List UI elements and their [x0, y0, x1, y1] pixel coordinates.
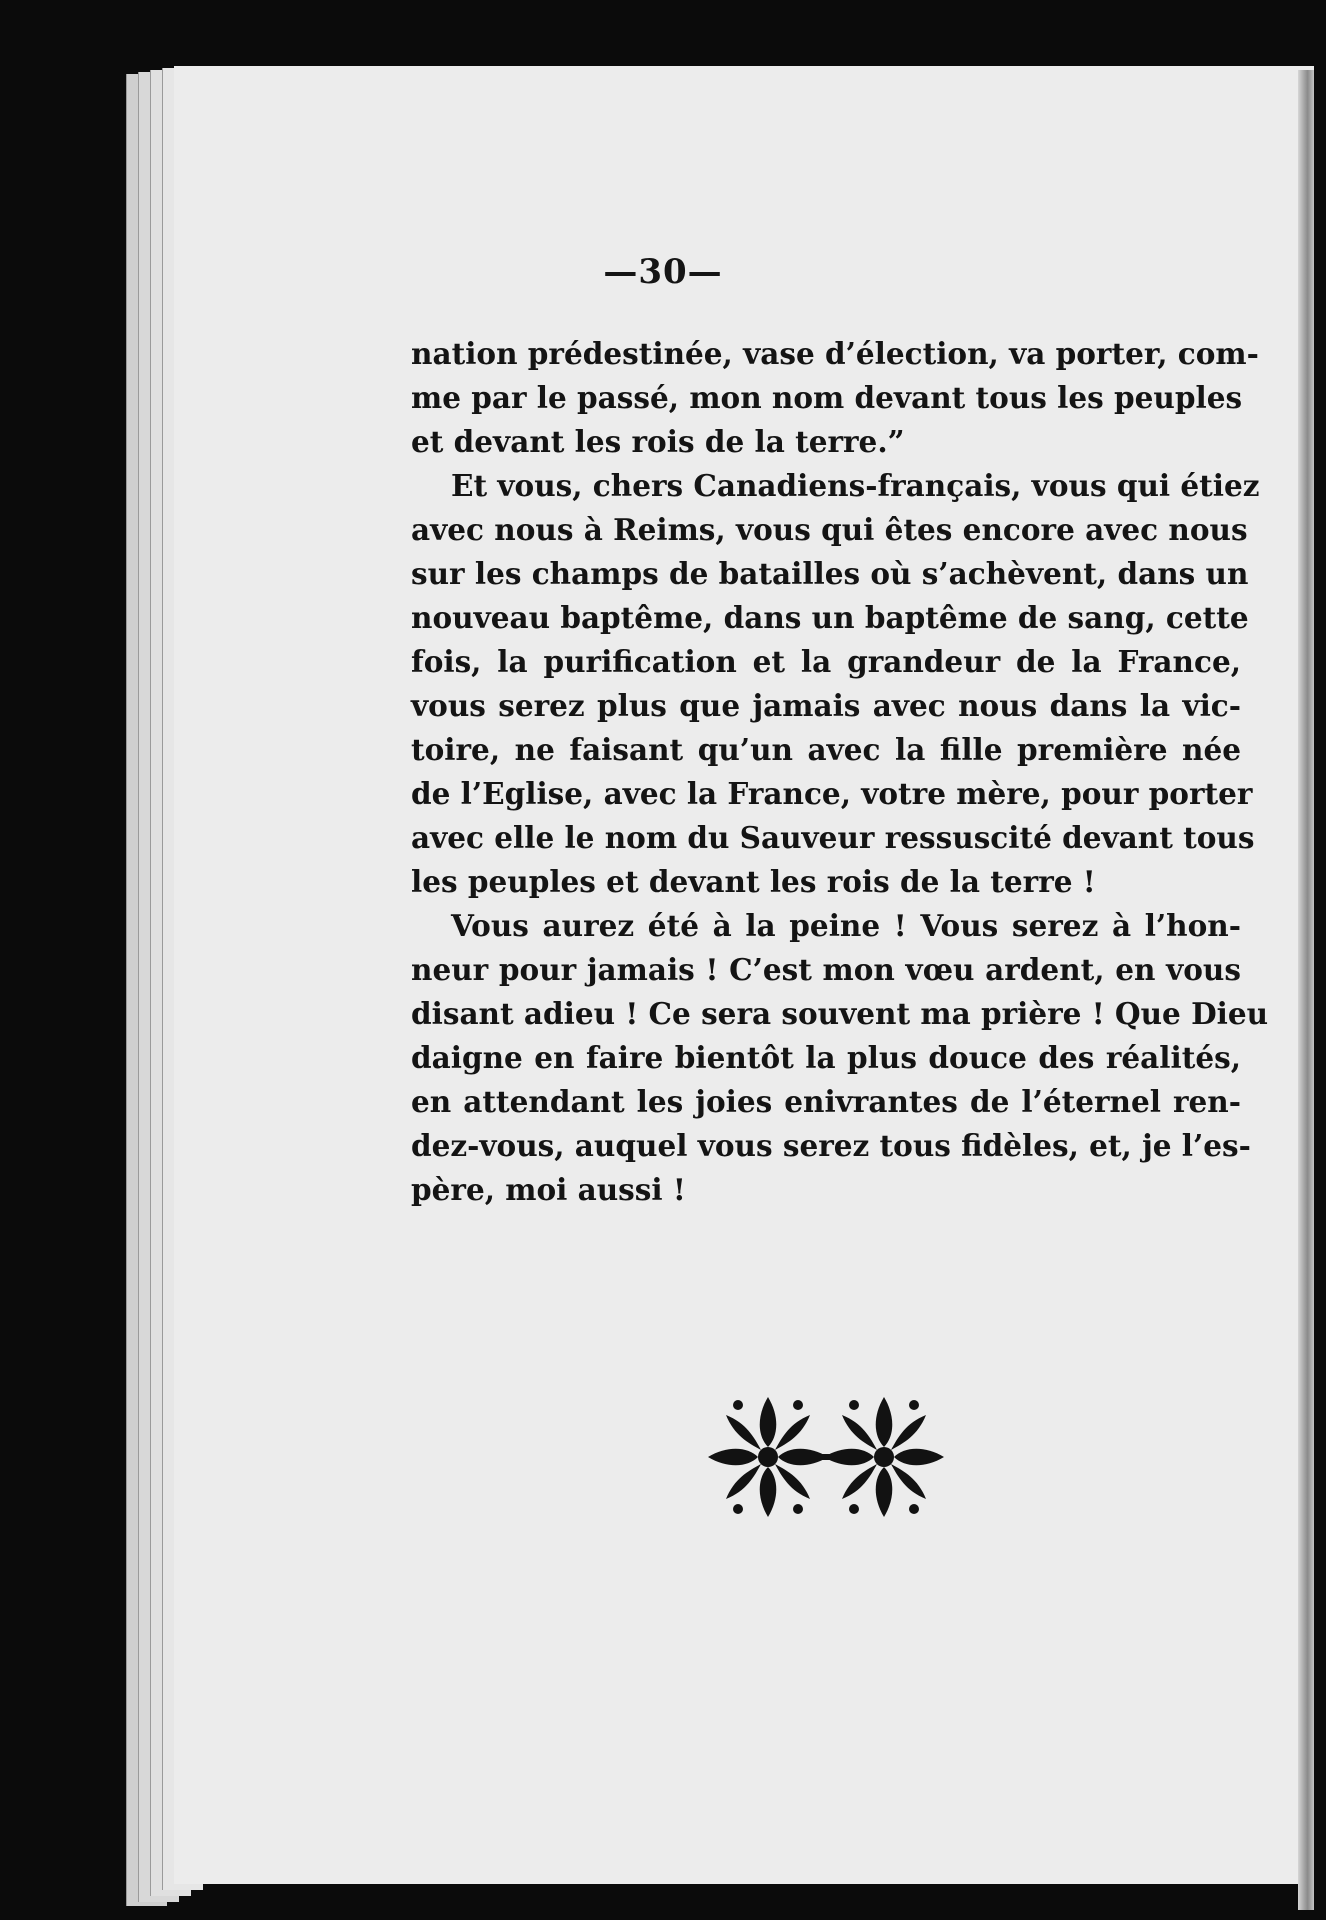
text-line: Et vous, chers Canadiens-français, vous qui étiez [451, 468, 1260, 503]
page-binding-edge [1298, 70, 1314, 1910]
text-line: les peuples et devant les rois de la terre ! [411, 864, 1096, 899]
body-text [411, 332, 1269, 1212]
text-line: père, moi aussi ! [411, 1172, 686, 1207]
text-line: nation prédestinée, vase d’élection, va porter, com- [411, 336, 1259, 371]
page-number: —30— [603, 252, 723, 292]
text-line: en attendant les joies enivrantes de l’éternel ren- [411, 1084, 1241, 1119]
fleuron-ornament [706, 1392, 946, 1522]
text-line: disant adieu ! Ce sera souvent ma prière ! Que Dieu [411, 996, 1269, 1031]
text-line: toire, ne faisant qu’un avec la fille première née [411, 732, 1241, 767]
text-line: avec elle le nom du Sauveur ressuscité devant tous [411, 820, 1255, 855]
text-line: me par le passé, mon nom devant tous les peuples [411, 380, 1243, 415]
text-line: vous serez plus que jamais avec nous dans la vic- [411, 688, 1241, 723]
text-line: dez-vous, auquel vous serez tous fidèles, et, je l’es- [411, 1128, 1251, 1163]
text-line: nouveau baptême, dans un baptême de sang, cette [411, 600, 1249, 635]
text-line: avec nous à Reims, vous qui êtes encore avec nous [411, 512, 1248, 547]
text-line: neur pour jamais ! C’est mon vœu ardent, en vous [411, 952, 1241, 987]
text-line: fois, la purification et la grandeur de la France, [411, 644, 1241, 679]
text-line: de l’Eglise, avec la France, votre mère, pour porter [411, 776, 1253, 811]
text-line: sur les champs de batailles où s’achèvent, dans un [411, 556, 1249, 591]
text-line: daigne en faire bientôt la plus douce des réalités, [411, 1040, 1241, 1075]
text-line: et devant les rois de la terre.” [411, 424, 905, 459]
text-line: Vous aurez été à la peine ! Vous serez à l’hon- [451, 908, 1241, 943]
